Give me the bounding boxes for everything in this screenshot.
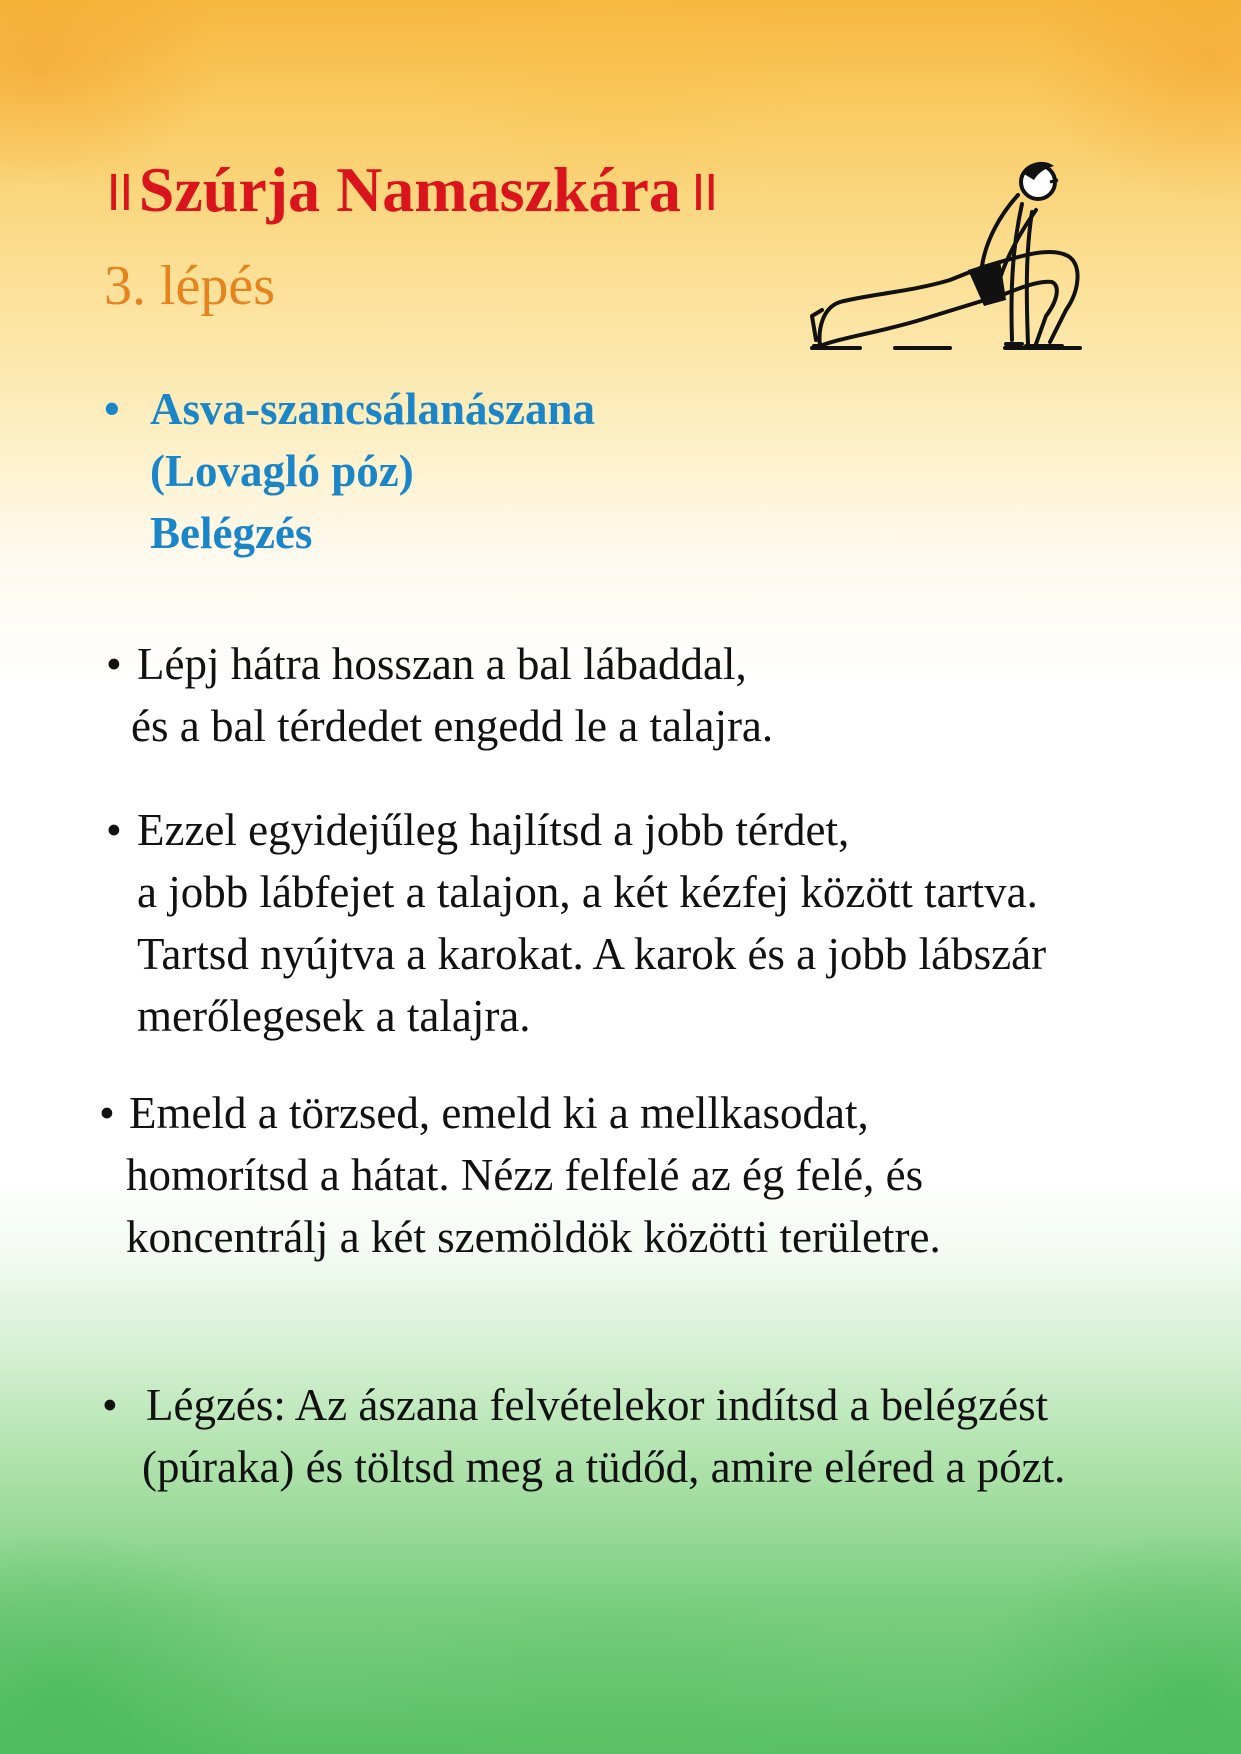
step-subtitle: 3. lépés <box>104 255 276 317</box>
instruction-line: Emeld a törzsed, emeld ki a mellkasodat, <box>129 1088 869 1138</box>
page-title <box>100 154 720 225</box>
instruction-line: (púraka) és töltsd meg a tüdőd, amire eléred a pózt. <box>142 1442 1066 1492</box>
instruction-bullet: • <box>99 1088 115 1138</box>
instruction-bullet: • <box>102 1380 118 1430</box>
instruction-line: a jobb lábfejet a talajon, a két kézfej között tartva. <box>137 867 1038 917</box>
instruction-line: Tartsd nyújtva a karokat. A karok és a jobb lábszár <box>137 929 1047 979</box>
instruction-bullet: • <box>106 805 122 855</box>
pose-bullet: • <box>104 384 120 434</box>
instruction-line: Lépj hátra hosszan a bal lábaddal, <box>137 639 747 689</box>
yoga-lunge-figure-icon <box>800 160 1110 360</box>
danda-right: ॥ <box>684 156 720 224</box>
danda-left: ॥ <box>100 156 135 224</box>
instruction-line: homorítsd a hátat. Nézz felfelé az ég felé, és <box>126 1150 924 1200</box>
title-text: Szúrja Namaszkára <box>138 154 681 225</box>
instruction-line: koncentrálj a két szemöldök közötti területre. <box>126 1212 941 1262</box>
instruction-line: merőlegesek a talajra. <box>137 991 531 1041</box>
instruction-bullet: • <box>106 639 122 689</box>
instruction-line: Légzés: Az ászana felvételekor indítsd a belégzést <box>146 1380 1049 1430</box>
instruction-line: Ezzel egyidejűleg hajlítsd a jobb térdet, <box>137 805 850 855</box>
pose-breath: Belégzés <box>150 508 313 558</box>
pose-translation: (Lovagló póz) <box>150 446 414 496</box>
pose-name: Asva-szancsálanászana <box>150 384 596 434</box>
instruction-line: és a bal térdedet engedd le a talajra. <box>131 701 774 751</box>
